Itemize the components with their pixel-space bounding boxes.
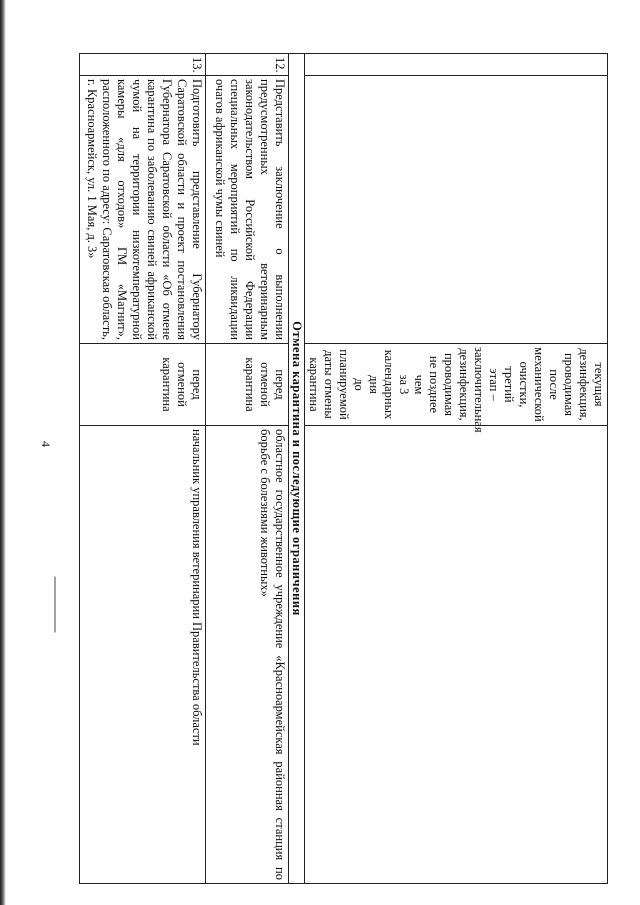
- measures-table: [79, 53, 608, 884]
- rotated-table-container: [79, 53, 608, 883]
- term-line: не позднее чем: [412, 355, 441, 414]
- term-line: заключительная: [472, 347, 486, 433]
- term-line: проводимая: [442, 352, 456, 417]
- term-line: дня: [367, 375, 381, 394]
- section-heading-row: [289, 54, 305, 884]
- term-line: даты отмены: [322, 350, 336, 419]
- separator-line: [55, 577, 56, 633]
- term-line: механической: [532, 347, 546, 422]
- term-line: текущая: [592, 362, 606, 407]
- row-measure: Представить заключение о выполнении предусмотренных ветеринарным законодательством Российской Федерации специальных мероприятий по ликвидации очагов африканской чумы свиней: [206, 76, 289, 344]
- cell-responsible-empty: [305, 426, 608, 884]
- term-line: дезинфекция,: [577, 348, 591, 421]
- row-responsible: областное государственное учреждение «Красноармейская районная станция по борьбе с болезнями животных»: [206, 426, 289, 884]
- term-line: карантина: [307, 357, 321, 412]
- row-term: перед отменой карантина: [80, 344, 206, 426]
- cell-num-empty: [305, 54, 608, 76]
- cell-measure-empty: [305, 76, 608, 344]
- term-line: проводимая после: [547, 352, 576, 417]
- term-line: дезинфекция,: [457, 348, 471, 421]
- row-measure: Подготовить представление Губернатору Саратовской области и проект постановления Губернатора Саратовской области «Об отмене карантина по заболеванию свиней африканской чумой на территории низкотемпературной камеры «для отходов» ГМ «Магнит», расположенного по адресу: Саратовская область, г. Красноармейск, ул. 1 Мая, д. 3»: [80, 76, 206, 344]
- term-line: очистки, третий: [502, 361, 531, 408]
- cell-term-continuation: [305, 344, 608, 433]
- table-row: [80, 54, 206, 884]
- term-line: за 3 календарных: [382, 349, 411, 420]
- scan-edge-shadow: [0, 0, 6, 905]
- row-responsible: начальник управления ветеринарии Правительства области: [80, 426, 206, 884]
- table-row: [206, 54, 289, 884]
- row-number: 13.: [80, 54, 206, 76]
- page-number: 4: [39, 441, 53, 447]
- term-line: до планируемой: [337, 349, 366, 420]
- table-row-continuation: [305, 54, 608, 884]
- row-number: 12.: [206, 54, 289, 76]
- section-heading: Отмена карантина и последующие ограничения: [289, 54, 305, 884]
- row-term: перед отменой карантина: [206, 344, 289, 426]
- term-line: этап –: [487, 368, 501, 401]
